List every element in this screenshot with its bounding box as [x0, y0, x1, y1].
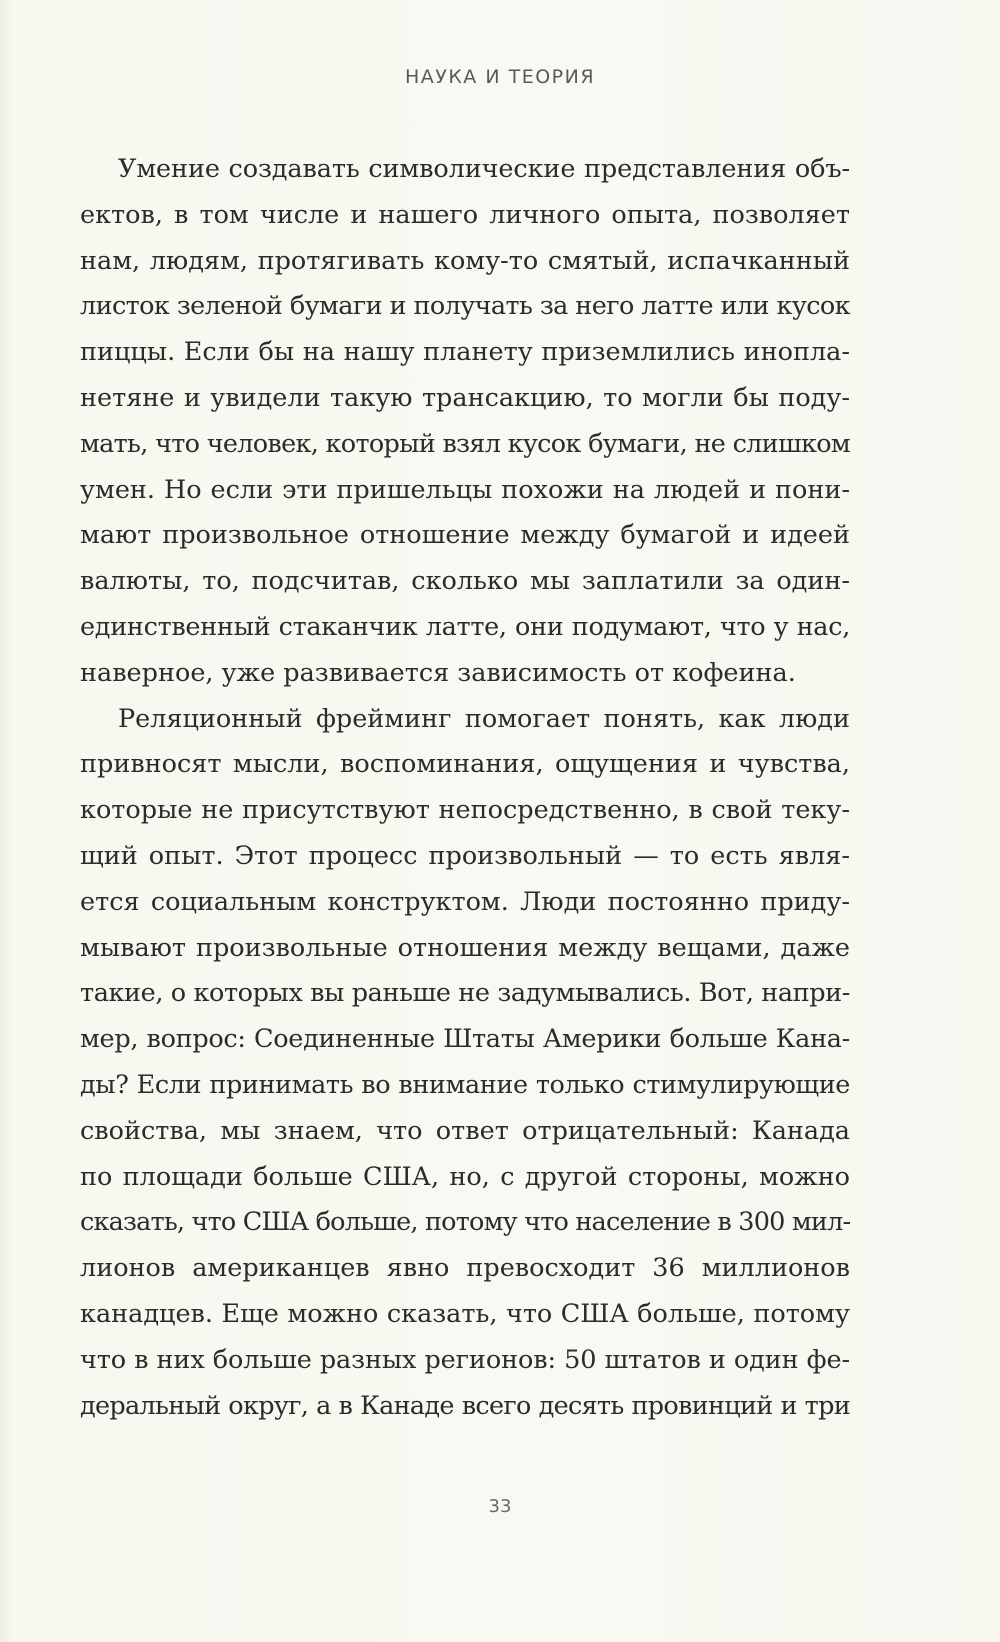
text-line: Реляционный фрейминг помогает понять, как люди: [118, 703, 850, 734]
text-line: ды? Если принимать во внимание только стимулирующие: [80, 1069, 850, 1100]
text-line: наверное, уже развивается зависимость от кофеина.: [80, 657, 796, 688]
text-line: пиццы. Если бы на нашу планету приземлились инопла-: [80, 337, 850, 368]
text-line: щий опыт. Этот процесс произвольный — то есть явля-: [80, 840, 850, 871]
text-line: валюты, то, подсчитав, сколько мы заплатили за один-: [80, 566, 850, 597]
text-line: сказать, что США больше, потому что население в 300 мил-: [80, 1207, 851, 1238]
text-line: такие, о которых вы раньше не задумывались. Вот, напри-: [80, 978, 850, 1009]
running-head: НАУКА И ТЕОРИЯ: [404, 66, 596, 88]
paragraph-2: [80, 697, 850, 1430]
paragraph-1: [80, 147, 850, 697]
text-line: привносят мысли, воспоминания, ощущения и чувства,: [80, 749, 850, 780]
text-line: канадцев. Еще можно сказать, что США больше, потому: [80, 1298, 850, 1329]
text-line: Умение создавать символические представления объ-: [118, 154, 850, 184]
text-line: которые не присутствуют непосредственно, в свой теку-: [80, 795, 850, 826]
text-line: мывают произвольные отношения между вещами, даже: [80, 932, 850, 963]
text-line: лионов американцев явно превосходит 36 миллионов: [80, 1253, 850, 1284]
text-line: по площади больше США, но, с другой стороны, можно: [80, 1161, 850, 1192]
text-line: деральный округ, а в Канаде всего десять провинций и три: [80, 1390, 850, 1421]
text-line: ектов, в том числе и нашего личного опыта, позволяет: [80, 199, 850, 230]
text-line: мать, что человек, который взял кусок бумаги, не слишком: [80, 428, 850, 459]
text-line: листок зеленой бумаги и получать за него латте или кусок: [80, 291, 850, 322]
text-line: мают произвольное отношение между бумагой и идеей: [80, 520, 850, 551]
page-number: 33: [488, 1496, 512, 1517]
text-line: нетяне и увидели такую трансакцию, то могли бы поду-: [80, 382, 850, 413]
text-line: умен. Но если эти пришельцы похожи на людей и пони-: [80, 474, 850, 505]
body-text: [80, 147, 850, 1429]
text-line: единственный стаканчик латте, они подумают, что у нас,: [80, 611, 850, 642]
text-line: что в них больше разных регионов: 50 штатов и один фе-: [80, 1344, 850, 1375]
text-line: нам, людям, протягивать кому-то смятый, испачканный: [80, 245, 850, 276]
text-line: мер, вопрос: Соединенные Штаты Америки больше Кана-: [80, 1024, 850, 1055]
text-line: свойства, мы знаем, что ответ отрицательный: Канада: [80, 1115, 850, 1146]
text-line: ется социальным конструктом. Люди постоянно приду-: [80, 886, 850, 917]
